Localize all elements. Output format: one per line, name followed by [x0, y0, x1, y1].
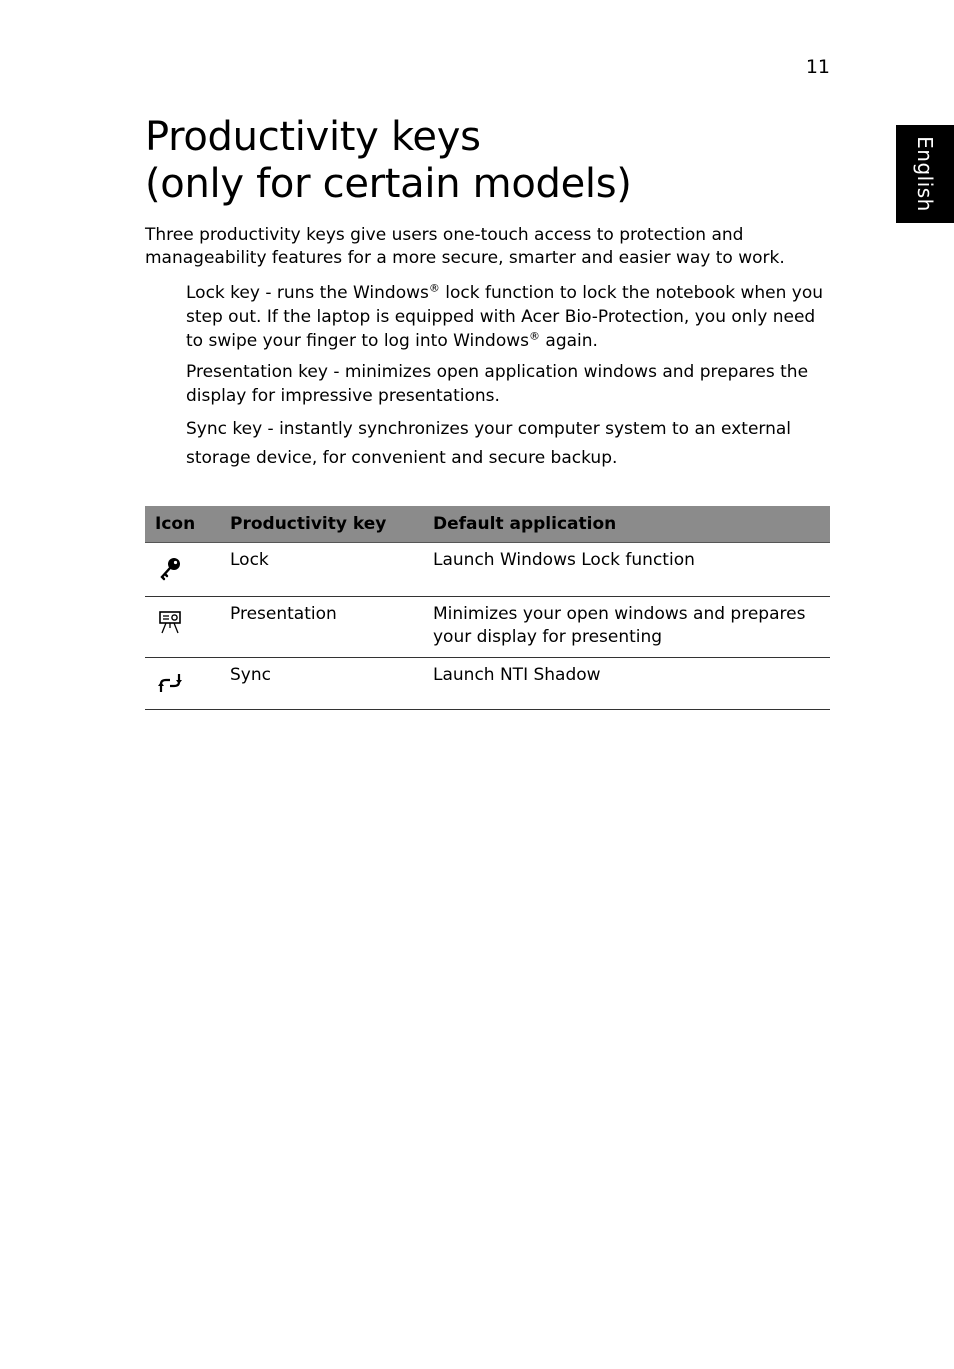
- table-row: [145, 658, 830, 710]
- page-number: 11: [805, 56, 830, 78]
- language-tab-label: English: [913, 136, 937, 212]
- default-application: Minimizes your open windows and prepares your display for presenting: [423, 597, 830, 658]
- page-title: Productivity keys (only for certain models): [145, 114, 632, 207]
- key-name: Lock: [220, 543, 423, 597]
- default-application: Launch NTI Shadow: [423, 658, 830, 710]
- language-tab: [896, 125, 954, 223]
- key-icon: [157, 555, 183, 581]
- sync-arrows-icon: [157, 670, 183, 696]
- header-icon: Icon: [145, 506, 220, 543]
- lock-desc-part2: lock function to lock the notebook when you step out. If the laptop is equipped with Acer Bio-Protection, you only need to swipe your finger to log into Windows: [186, 283, 824, 351]
- projector-icon: [157, 609, 183, 635]
- icon-cell: [145, 658, 220, 710]
- header-default-application: Default application: [423, 506, 830, 543]
- productivity-keys-table: [145, 506, 830, 710]
- sync-key-description: Sync key - instantly synchronizes your computer system to an external storage device, for convenient and secure backup.: [186, 419, 792, 468]
- lock-desc-part1: Lock key - runs the Windows: [186, 283, 429, 303]
- key-name: Sync: [220, 658, 423, 710]
- default-application: Launch Windows Lock function: [423, 543, 830, 597]
- table-row: [145, 597, 830, 658]
- registered-mark: ®: [529, 329, 541, 343]
- table-row: [145, 543, 830, 597]
- header-productivity-key: Productivity key: [220, 506, 423, 543]
- lock-key-description: [186, 281, 826, 353]
- intro-paragraph: Three productivity keys give users one-touch access to protection and manageability features for a more secure, smarter and easier way to work.: [145, 225, 785, 268]
- icon-cell: [145, 597, 220, 658]
- presentation-key-description: Presentation key - minimizes open application windows and prepares the display for impressive presentations.: [186, 362, 809, 406]
- productivity-key-list: [186, 281, 826, 480]
- lock-desc-part3: again.: [540, 331, 598, 351]
- table-header-row: [145, 506, 830, 543]
- registered-mark: ®: [428, 281, 440, 295]
- icon-cell: [145, 543, 220, 597]
- key-name: Presentation: [220, 597, 423, 658]
